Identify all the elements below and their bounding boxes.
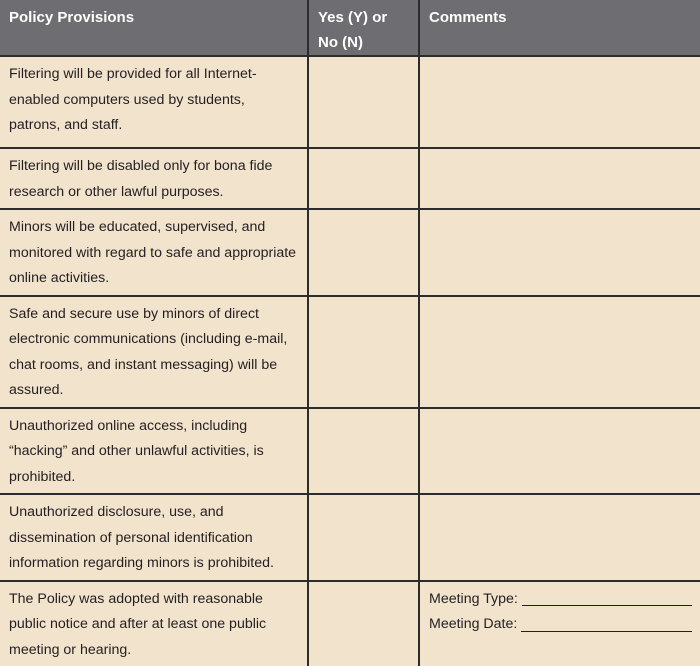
meeting-type-field[interactable]	[522, 605, 692, 606]
yes-no-cell[interactable]	[308, 296, 419, 408]
yes-no-cell[interactable]	[308, 148, 419, 209]
yes-no-cell[interactable]	[308, 408, 419, 495]
comments-cell[interactable]	[419, 148, 700, 209]
provision-cell: Safe and secure use by minors of direct electronic communications (including e-mail, chat rooms, and instant messaging) will be assured.	[0, 296, 308, 408]
table-row	[0, 581, 700, 666]
provision-cell: Filtering will be provided for all Internet-enabled computers used by students, patrons, and staff.	[0, 56, 308, 148]
table-row	[0, 148, 700, 209]
yes-no-cell[interactable]	[308, 56, 419, 148]
meeting-date-field[interactable]	[521, 631, 692, 632]
comments-cell[interactable]	[419, 56, 700, 148]
yes-no-cell[interactable]	[308, 494, 419, 581]
provision-cell: Unauthorized disclosure, use, and dissemination of personal identification information regarding minors is prohibited.	[0, 494, 308, 581]
table-row	[0, 296, 700, 408]
provision-cell: Unauthorized online access, including “hacking” and other unlawful activities, is prohibited.	[0, 408, 308, 495]
provision-cell: Filtering will be disabled only for bona fide research or other lawful purposes.	[0, 148, 308, 209]
meeting-type-line[interactable]	[429, 587, 692, 613]
meeting-date-line[interactable]	[429, 612, 692, 638]
table-row	[0, 494, 700, 581]
comments-cell[interactable]	[419, 209, 700, 296]
table-row	[0, 56, 700, 148]
header-row	[0, 0, 700, 56]
yes-no-cell[interactable]	[308, 581, 419, 666]
comments-cell[interactable]	[419, 408, 700, 495]
meeting-cell	[419, 581, 700, 666]
table-row	[0, 209, 700, 296]
meeting-date-label: Meeting Date:	[429, 612, 517, 638]
provision-cell: The Policy was adopted with reasonable public notice and after at least one public meeting or hearing.	[0, 581, 308, 666]
table-row	[0, 408, 700, 495]
header-comments: Comments	[419, 0, 700, 56]
header-policy-provisions: Policy Provisions	[0, 0, 308, 56]
header-yes-no: Yes (Y) or No (N)	[308, 0, 419, 56]
meeting-type-label: Meeting Type:	[429, 587, 518, 613]
comments-cell[interactable]	[419, 494, 700, 581]
yes-no-cell[interactable]	[308, 209, 419, 296]
comments-cell[interactable]	[419, 296, 700, 408]
provision-cell: Minors will be educated, supervised, and monitored with regard to safe and appropriate online activities.	[0, 209, 308, 296]
